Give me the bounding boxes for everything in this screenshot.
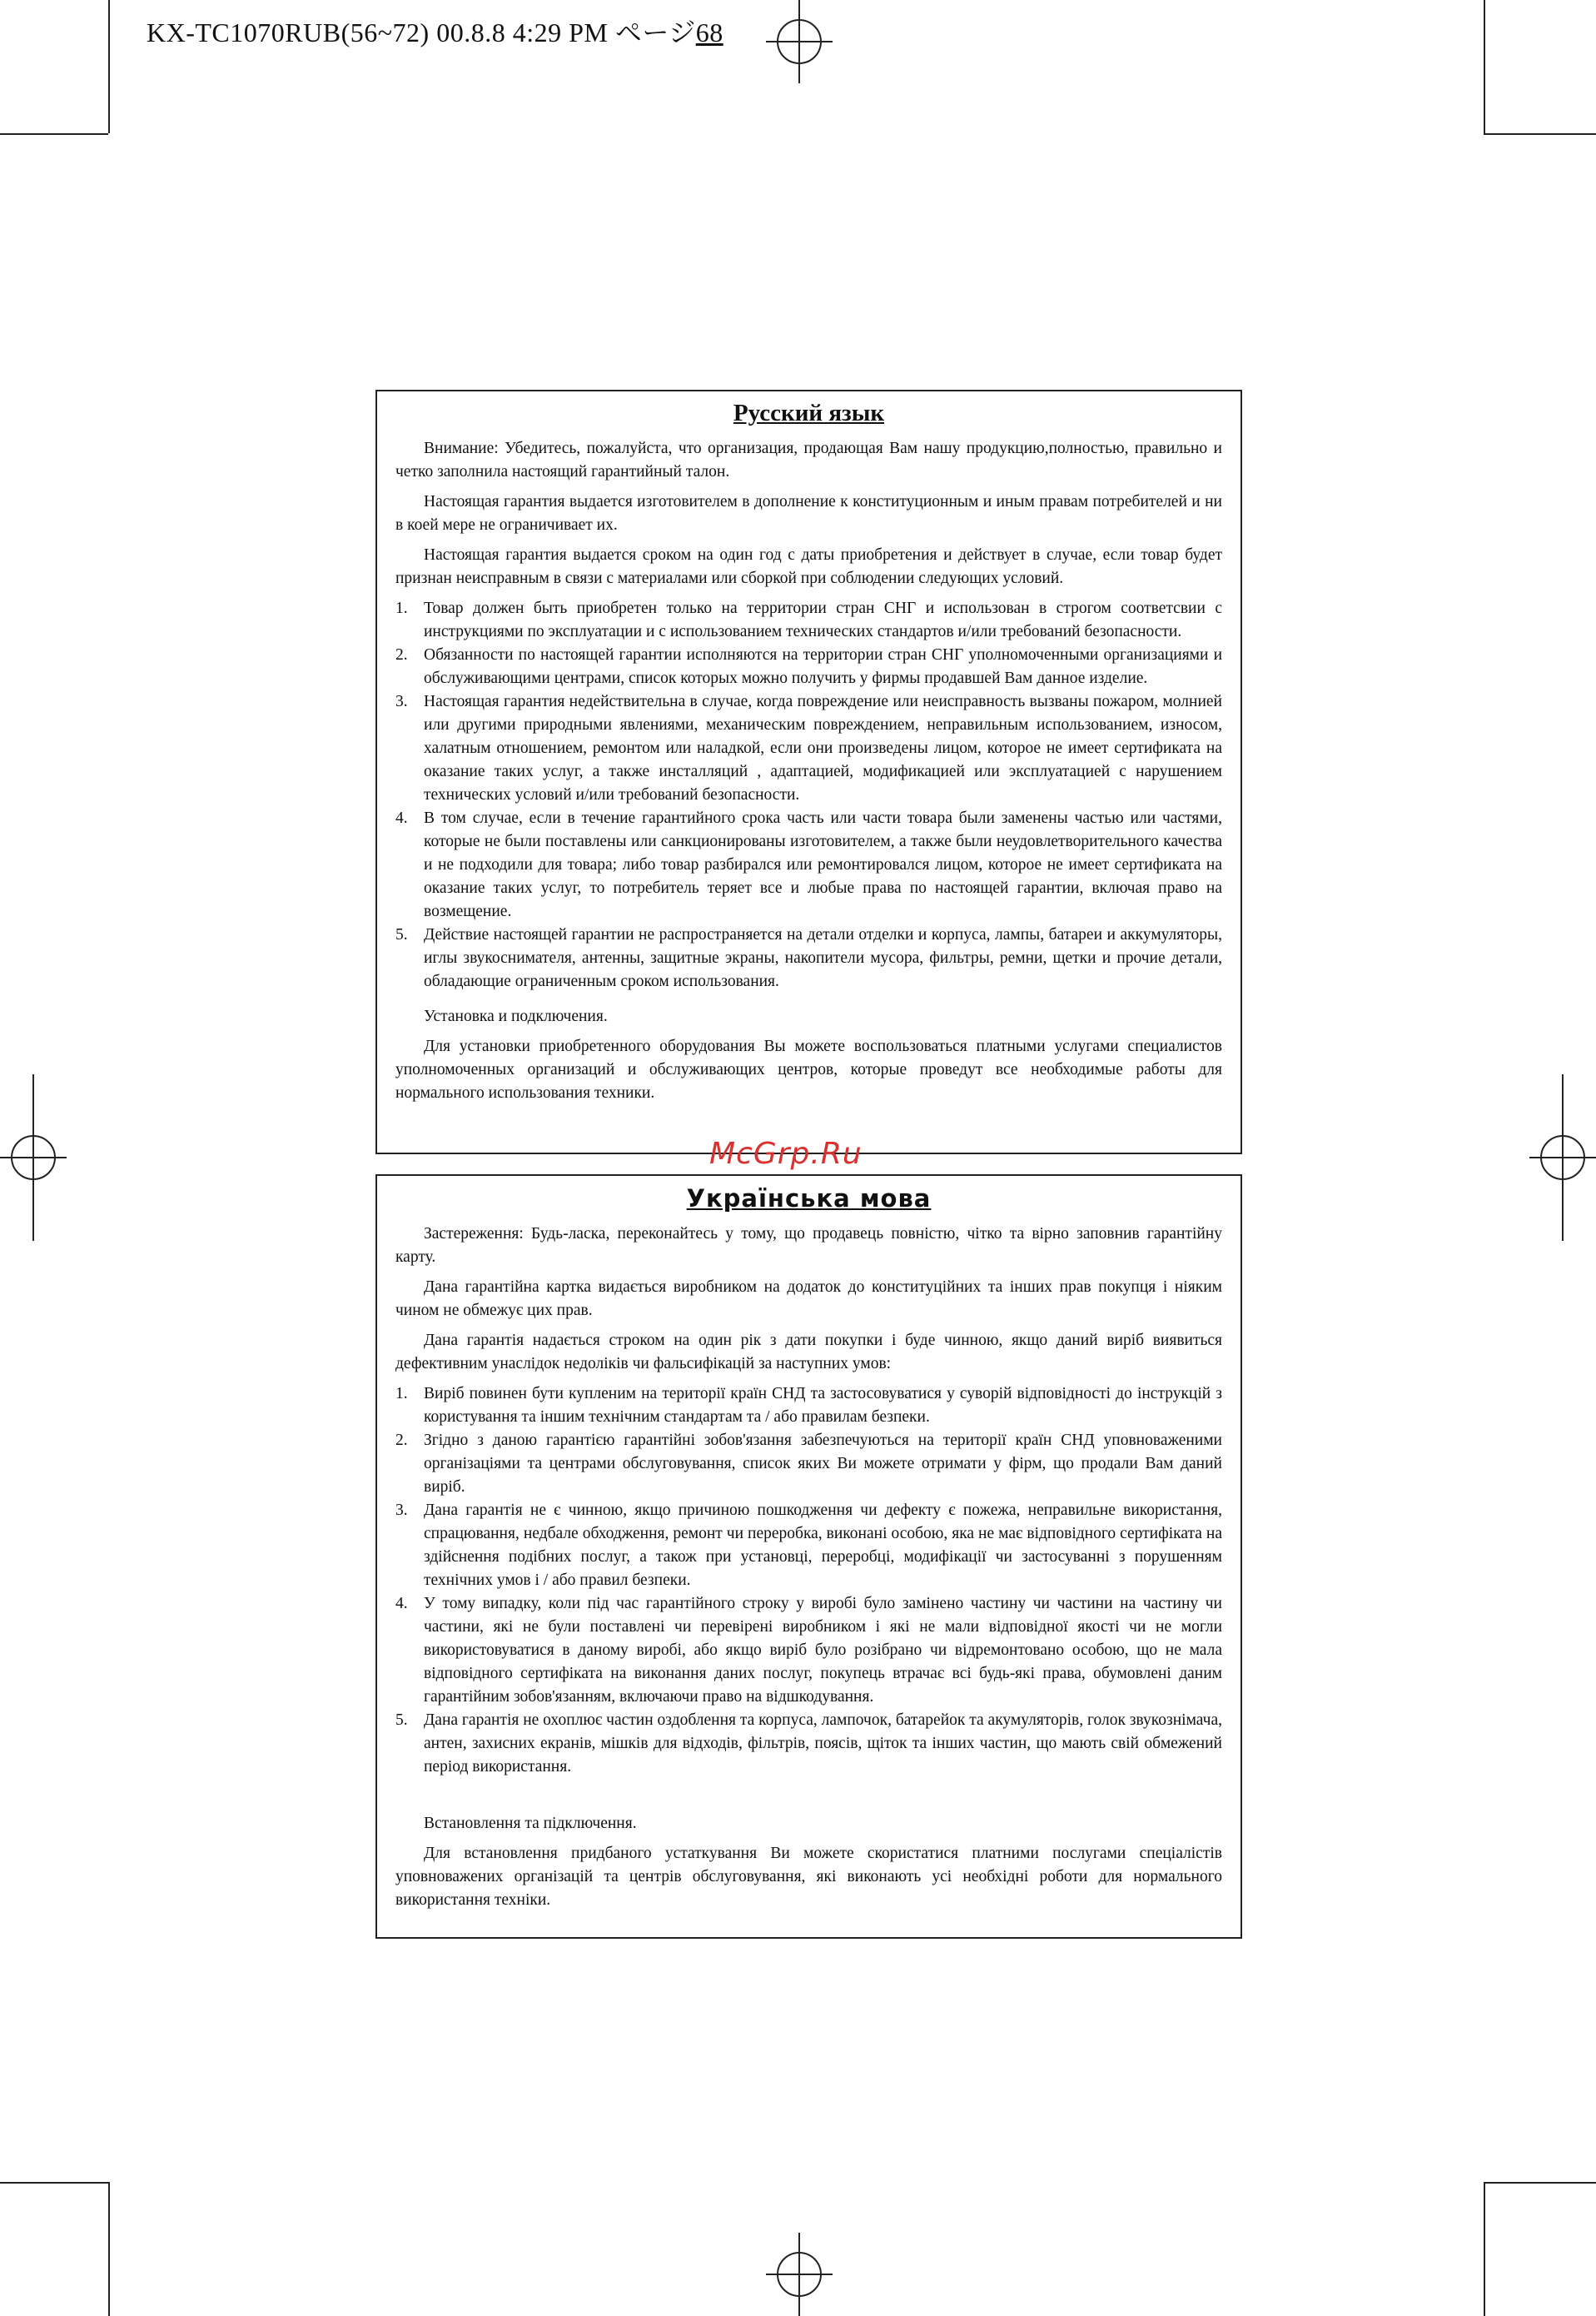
paragraph: Дана гарантія надається строком на один рік з дати покупки і буде чинною, якщо даний виріб виявиться дефективним унаслідок недоліків чи фальсифікацій за наступних умов: bbox=[395, 1332, 1222, 1372]
section-title-russian: Русский язык bbox=[733, 400, 885, 426]
list-item bbox=[395, 1709, 1222, 1779]
install-title: Установка и подключения. bbox=[424, 1008, 608, 1025]
list-text: Дана гарантія не є чинною, якщо причиною пошкодження чи дефекту є пожежа, неправильне використання, спрацювання, недбале обходження, ремонт чи переробка, виконані особою, яка не має відповідного сертифіката на здійснення подібних послуг, а також при установці, переробці, модифікації чи застосуванні з порушенням технічних умов і / або правил безпеки. bbox=[424, 1502, 1222, 1589]
list-number: 5. bbox=[395, 1711, 408, 1729]
list-number: 1. bbox=[395, 600, 408, 617]
registration-mark-icon bbox=[0, 1074, 67, 1241]
list-text: В том случае, если в течение гарантийного срока часть или части товара были заменены частью или частями, которые не были поставлены или санкционированы изготовителем, а также были неудовлетворительного качества и не подходили для товара; либо товар разбирался или ремонтировался лицом, которое не имеет сертификата на оказание таких услуг, то потребитель теряет все и любые права по настоящей гарантии, включая право на возмещение. bbox=[424, 809, 1222, 920]
crop-mark bbox=[1484, 2182, 1485, 2316]
list-text: Згідно з даною гарантією гарантійні зобов'язання забезпечуються на території країн СНД уповноваженими організаціями та центрами обслуговування, список яких Ви можете отримати у фірм, що продали Вам даний виріб. bbox=[424, 1432, 1222, 1496]
list-number: 4. bbox=[395, 809, 408, 827]
registration-mark-icon bbox=[1529, 1074, 1596, 1241]
list-number: 5. bbox=[395, 926, 408, 944]
paragraph: Внимание: Убедитесь, пожалуйста, что организация, продающая Вам нашу продукцию,полностью, правильно и четко заполнила настоящий гарантийный талон. bbox=[395, 440, 1222, 481]
list-text: Обязанности по настоящей гарантии исполняются на территории стран СНГ уполномоченными организациями и обслуживающими центрами, список которых можно получить у фирмы продавшей Вам данное изделие. bbox=[424, 646, 1222, 687]
list-number: 4. bbox=[395, 1595, 408, 1612]
watermark: McGrp.Ru bbox=[709, 1137, 863, 1171]
registration-mark-icon bbox=[766, 2233, 833, 2316]
crop-mark bbox=[1484, 133, 1596, 135]
list-text: У тому випадку, коли під час гарантійного строку у виробі було замінено частину чи частини на частину чи частини, які не були поставлені чи перевірені виробником і які не мали відповідної якості чи не могли використовуватися в даному виробі, або якщо виріб було розібрано чи відремонтовано особою, що не мала відповідного сертифіката на виконання даних послуг, покупець втрачає всі будь-які права, обумовлені даним гарантійним зобов'язанням, включаючи право на відшкодування. bbox=[424, 1595, 1222, 1706]
list-item bbox=[395, 1382, 1222, 1429]
list-number: 2. bbox=[395, 1432, 408, 1449]
list-item bbox=[395, 1429, 1222, 1499]
conditions-list bbox=[395, 597, 1222, 994]
install-title: Встановлення та підключення. bbox=[424, 1815, 637, 1832]
list-number: 3. bbox=[395, 1502, 408, 1519]
list-item bbox=[395, 690, 1222, 807]
list-item bbox=[395, 924, 1222, 994]
install-text: Для установки приобретенного оборудования Вы можете воспользоваться платными услугами специалистов уполномоченных организаций и обслуживающих центров, которые проведут все необходимые работы для нормального использования техники. bbox=[395, 1038, 1222, 1102]
conditions-list bbox=[395, 1382, 1222, 1779]
list-text: Дана гарантія не охоплює частин оздоблення та корпуса, лампочок, батарейок та акумуляторів, голок звукознімача, антен, захисних екранів, мішків для відходів, фільтрів, поясів, щіток та інших частин, що мають свій обмежений період використання. bbox=[424, 1711, 1222, 1776]
list-item bbox=[395, 597, 1222, 644]
crop-mark bbox=[0, 2182, 108, 2184]
paragraph: Дана гарантійна картка видається виробником на додаток до конституційних та інших прав покупця і ніяким чином не обмежує цих прав. bbox=[395, 1278, 1222, 1319]
paragraph: Застереження: Будь-ласка, переконайтесь у тому, що продавець повністю, чітко та вірно заповнив гарантійну карту. bbox=[395, 1225, 1222, 1266]
list-text: Действие настоящей гарантии не распространяется на детали отделки и корпуса, лампы, батареи и аккумуляторы, иглы звукоснимателя, антенны, защитные экраны, накопители мусора, фильтры, ремни, щетки и прочие детали, обладающие ограниченным сроком использования. bbox=[424, 926, 1222, 990]
list-text: Виріб повинен бути купленим на території країн СНД та застосовуватися у суворій відповідності до інструкцій з користування та іншим технічним стандартам та / або правилам безпеки. bbox=[424, 1385, 1222, 1426]
list-item bbox=[395, 1592, 1222, 1709]
paragraph: Настоящая гарантия выдается изготовителем в дополнение к конституционным и иным правам потребителей и ни в коей мере не ограничивает их. bbox=[395, 493, 1222, 534]
list-number: 3. bbox=[395, 693, 408, 710]
crop-mark bbox=[108, 0, 110, 133]
list-text: Настоящая гарантия недействительна в случае, когда повреждение или неисправность вызваны пожаром, молнией или другими природными явлениями, механическим повреждением, неправильным использованием, износом, халатным отношением, ремонтом или наладкой, если они произведены лицом, которое не имеет сертификата на оказание таких услуг, а также инсталляций , адаптацией, модификацией или эксплуатацией с нарушением технических условий и/или требований безопасности. bbox=[424, 693, 1222, 804]
list-number: 2. bbox=[395, 646, 408, 664]
crop-mark bbox=[108, 2182, 110, 2316]
list-item bbox=[395, 807, 1222, 924]
russian-warranty-section bbox=[375, 390, 1242, 1154]
slug-text: KX-TC1070RUB(56~72) 00.8.8 4:29 PM ページ bbox=[147, 17, 696, 47]
page-number: 68 bbox=[695, 17, 723, 47]
list-item bbox=[395, 644, 1222, 690]
ukrainian-warranty-section bbox=[375, 1174, 1242, 1939]
list-item bbox=[395, 1499, 1222, 1592]
section-title-ukrainian: Українська мова bbox=[686, 1184, 932, 1213]
registration-mark-icon bbox=[766, 0, 833, 83]
crop-mark bbox=[1484, 2182, 1596, 2184]
list-number: 1. bbox=[395, 1385, 408, 1402]
list-text: Товар должен быть приобретен только на территории стран СНГ и использован в строгом соответсвии с инструкциями по эксплуатации и с использованием технических стандартов и/или требований безопасности. bbox=[424, 600, 1222, 640]
crop-mark bbox=[1484, 0, 1485, 133]
print-slug bbox=[147, 12, 723, 50]
install-text: Для встановлення придбаного устаткування Ви можете скористатися платними послугами спеціалістів уповноважених організацій та центрів обслуговування, які виконають усі необхідні роботи для нормального використання техніки. bbox=[395, 1845, 1222, 1909]
crop-mark bbox=[0, 133, 108, 135]
paragraph: Настоящая гарантия выдается сроком на один год с даты приобретения и действует в случае, если товар будет признан неисправным в связи с материалами или сборкой при соблюдении следующих условий. bbox=[395, 546, 1222, 587]
